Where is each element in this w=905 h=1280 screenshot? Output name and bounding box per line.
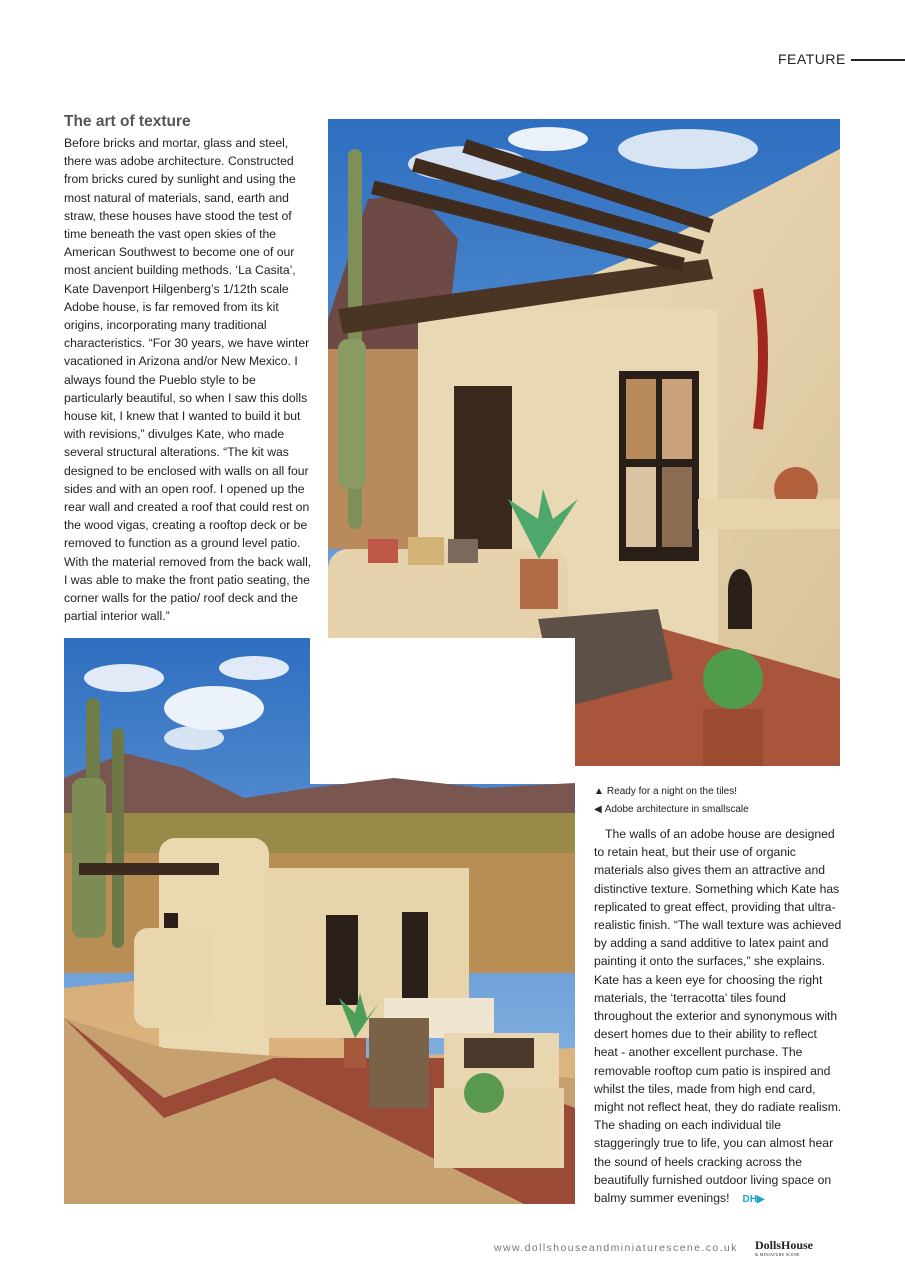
photo-adobe-house-exterior xyxy=(64,638,575,1204)
section-label: FEATURE xyxy=(778,51,846,67)
second-paragraph xyxy=(594,825,842,1209)
caption-top-photo xyxy=(594,782,844,800)
logo-main: DollsHouse xyxy=(755,1238,814,1252)
second-paragraph-text: The walls of an adobe house are designed to retain heat, but their use of organic materials also gives them an attractive and distinctive texture. Something which Kate has replicated to great effect, providing that ultra-realistic finish. “The wall texture was achieved by adding a sand additive to latex paint and painting it onto the surfaces,” she explains. Kate has a keen eye for choosing the right materials, the ‘terracotta’ tiles found throughout the exterior and synonymous with desert homes due to their ability to reflect heat - another excellent purchase. The removable rooftop cum patio is inspired and whilst the tiles, made from high end card, might not reflect heat, they do radiate realism. The shading on each individual tile staggeringly true to life, you can almost hear the sound of heels cracking across the beautifully furnished outdoor living space on balmy summer evenings! xyxy=(594,827,842,1206)
logo-sub: & MINIATURE SCENE xyxy=(755,1252,800,1257)
left-arrow-icon: ◀ xyxy=(594,803,602,815)
intro-paragraph: Before bricks and mortar, glass and steel, there was adobe architecture. Constructed from bricks cured by sunlight and using the most natural of materials, sand, earth and straw, these houses have stood the test of time beneath the vast open skies of the American Southwest to become one of our most ancient building methods. ‘La Casita’, Kate Davenport Hilgenberg’s 1/12th scale Adobe house, is far removed from its kit origins, incorporating many traditional characteristics. “For 30 years, we have winter vacationed in Arizona and/or New Mexico. I always found the Pueblo style to be particularly beautiful, so when I saw this dolls house kit, I knew that I wanted to build it but with revisions,” divulges Kate, who made several structural alterations. “The kit was designed to be enclosed with walls on all four sides and with an open roof. I opened up the rear wall and created a roof that could rest on the wood vigas, creating a rooftop deck or be removed to function as a ground level patio. With the material removed from the back wall, I was able to make the front patio seating, the corner walls for the patio/ roof deck and the partial interior wall.” xyxy=(64,136,312,624)
magazine-logo xyxy=(755,1240,813,1260)
article-heading: The art of texture xyxy=(64,113,191,130)
up-arrow-icon: ▲ xyxy=(594,785,604,797)
footer-url[interactable]: www.dollshouseandminiaturescene.co.uk xyxy=(494,1242,738,1254)
end-mark-icon: DH▶ xyxy=(742,1194,765,1206)
photo-captions xyxy=(594,782,844,818)
caption-bottom-photo xyxy=(594,800,844,818)
caption-text: Adobe architecture in smallscale xyxy=(604,803,749,815)
caption-text: Ready for a night on the tiles! xyxy=(606,785,737,797)
header-rule xyxy=(851,59,905,61)
